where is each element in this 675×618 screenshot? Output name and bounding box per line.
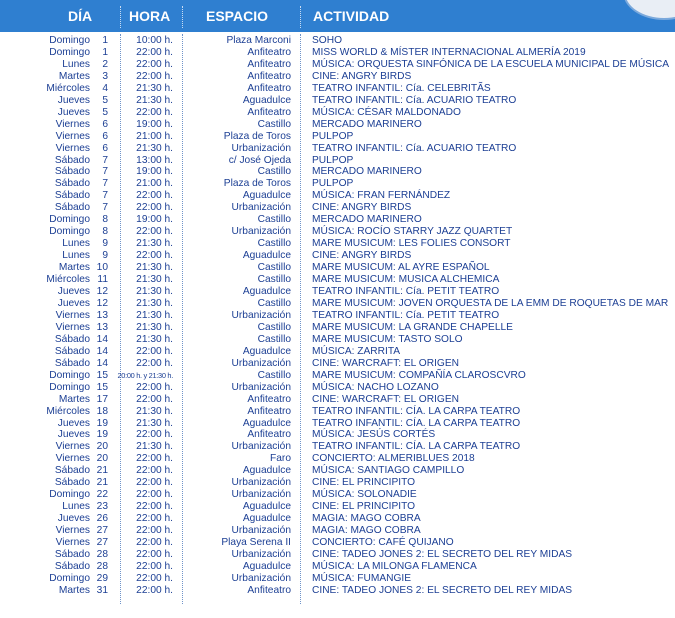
table-row (0, 489, 675, 501)
table-row (0, 155, 675, 167)
day-number: 20 (96, 453, 108, 465)
event-activity: MARE MUSICUM: LA GRANDE CHAPELLE (312, 321, 513, 333)
day-name: Miércoles (46, 82, 90, 94)
event-place: Aguadulce (242, 501, 291, 513)
table-row (0, 310, 675, 322)
table-row (0, 346, 675, 358)
event-time: 21:30 h. (136, 142, 173, 154)
event-time: 22:00 h. (136, 250, 173, 262)
event-time: 21:00 h. (136, 130, 173, 142)
day-number: 13 (96, 309, 108, 321)
event-place: c/ José Ojeda (228, 154, 291, 166)
event-place: Urbanización (231, 357, 291, 369)
day-name: Jueves (57, 106, 90, 118)
day-name: Sábado (54, 202, 90, 214)
table-row (0, 298, 675, 310)
event-activity: CINE: ANGRY BIRDS (312, 70, 412, 82)
table-row (0, 453, 675, 465)
event-time: 21:30 h. (136, 441, 173, 453)
table-row (0, 238, 675, 250)
event-place: Castillo (257, 274, 291, 286)
event-place: Urbanización (231, 489, 291, 501)
event-place: Aguadulce (242, 560, 291, 572)
event-place: Urbanización (231, 142, 291, 154)
table-row (0, 406, 675, 418)
day-number: 20 (96, 441, 108, 453)
event-activity: TEATRO INFANTIL: Cía. PETIT TEATRO (312, 286, 500, 298)
event-place: Urbanización (231, 572, 291, 584)
table-row (0, 190, 675, 202)
event-time: 13:00 h. (136, 154, 173, 166)
event-activity: CINE: ANGRY BIRDS (312, 202, 412, 214)
day-number: 11 (97, 274, 108, 286)
day-number: 6 (102, 118, 108, 130)
event-place: Castillo (257, 297, 291, 309)
day-name: Lunes (62, 501, 90, 513)
day-number: 7 (102, 166, 108, 178)
event-activity: MARE MUSICUM: TASTO SOLO (312, 333, 463, 345)
event-time: 19:00 h. (136, 214, 173, 226)
day-name: Sábado (54, 560, 90, 572)
header-place: ESPACIO (206, 8, 268, 24)
table-row (0, 358, 675, 370)
event-place: Anfiteatro (247, 46, 291, 58)
event-time: 22:00 h. (136, 429, 173, 441)
event-time: 22:00 h. (136, 453, 173, 465)
day-number: 7 (102, 202, 108, 214)
event-activity: PULPOP (312, 178, 354, 190)
day-name: Sábado (54, 477, 90, 489)
table-row (0, 71, 675, 83)
event-place: Anfiteatro (247, 70, 291, 82)
event-place: Aguadulce (242, 250, 291, 262)
event-activity: MÚSICA: SANTIAGO CAMPILLO (312, 465, 465, 477)
event-place: Anfiteatro (247, 106, 291, 118)
day-name: Viernes (55, 321, 90, 333)
event-place: Plaza de Toros (223, 178, 291, 190)
day-name: Jueves (57, 94, 90, 106)
event-place: Castillo (257, 166, 291, 178)
day-name: Domingo (49, 214, 90, 226)
event-activity: MÚSICA: CÉSAR MALDONADO (312, 106, 461, 118)
table-row (0, 501, 675, 513)
event-activity: MARE MUSICUM: AL AYRE ESPAÑOL (312, 262, 490, 274)
table-row (0, 429, 675, 441)
event-activity: MÚSICA: FUMANGIE (312, 572, 412, 584)
table-row (0, 465, 675, 477)
day-number: 18 (96, 405, 108, 417)
event-place: Castillo (257, 369, 291, 381)
event-activity: PULPOP (312, 154, 354, 166)
table-row (0, 262, 675, 274)
event-time: 22:00 h. (136, 393, 173, 405)
day-name: Viernes (55, 537, 90, 549)
table-row (0, 418, 675, 430)
event-time: 21:30 h. (136, 274, 173, 286)
table-row (0, 334, 675, 346)
day-name: Viernes (55, 441, 90, 453)
day-number: 2 (102, 58, 108, 70)
event-activity: TEATRO INFANTIL: CÍA. LA CARPA TEATRO (312, 417, 521, 429)
day-number: 14 (96, 333, 108, 345)
event-place: Aguadulce (242, 345, 291, 357)
event-time: 21:30 h. (136, 286, 173, 298)
event-time: 20:00 h. y 21:30 h. (117, 370, 173, 380)
header-separator (182, 6, 183, 28)
day-number: 29 (96, 572, 108, 584)
event-activity: TEATRO INFANTIL: CÍA. LA CARPA TEATRO (312, 441, 521, 453)
table-row (0, 537, 675, 549)
table-row (0, 585, 675, 597)
event-activity: CINE: EL PRINCIPITO (312, 501, 416, 513)
day-name: Domingo (49, 381, 90, 393)
event-place: Castillo (257, 262, 291, 274)
event-time: 10:00 h. (136, 35, 173, 46)
event-activity: MAGIA: MAGO COBRA (312, 525, 421, 537)
event-time: 22:00 h. (136, 537, 173, 549)
event-time: 22:00 h. (136, 202, 173, 214)
event-activity: MARE MUSICUM: MUSICA ALCHEMICA (312, 274, 500, 286)
table-row (0, 274, 675, 286)
day-number: 7 (102, 190, 108, 202)
event-time: 22:00 h. (136, 70, 173, 82)
table-row (0, 513, 675, 525)
day-number: 26 (96, 513, 108, 525)
event-time: 21:30 h. (136, 82, 173, 94)
day-name: Martes (58, 393, 90, 405)
event-place: Aguadulce (242, 417, 291, 429)
table-row (0, 525, 675, 537)
day-name: Domingo (49, 369, 90, 381)
table-row (0, 95, 675, 107)
event-place: Anfiteatro (247, 58, 291, 70)
event-place: Aguadulce (242, 286, 291, 298)
event-activity: MÚSICA: JESÚS CORTÉS (312, 429, 436, 441)
event-activity: MÚSICA: LA MILONGA FLAMENCA (312, 560, 477, 572)
day-number: 21 (96, 465, 108, 477)
day-number: 17 (96, 393, 108, 405)
day-name: Jueves (57, 286, 90, 298)
day-number: 15 (96, 369, 108, 381)
event-activity: CINE: WARCRAFT: EL ORIGEN (312, 393, 459, 405)
event-place: Urbanización (231, 441, 291, 453)
event-place: Urbanización (231, 381, 291, 393)
table-row (0, 370, 675, 382)
event-place: Castillo (257, 118, 291, 130)
table-row (0, 322, 675, 334)
day-name: Viernes (55, 309, 90, 321)
event-activity: MÚSICA: NACHO LOZANO (312, 381, 439, 393)
day-number: 21 (96, 477, 108, 489)
day-name: Lunes (62, 238, 90, 250)
day-number: 12 (96, 286, 108, 298)
event-time: 22:00 h. (136, 560, 173, 572)
event-time: 19:00 h. (136, 166, 173, 178)
day-number: 27 (96, 537, 108, 549)
table-row (0, 561, 675, 573)
event-activity: TEATRO INFANTIL: Cía. ACUARIO TEATRO (312, 94, 517, 106)
event-place: Castillo (257, 214, 291, 226)
table-row (0, 250, 675, 262)
day-number: 5 (102, 106, 108, 118)
day-number: 1 (102, 35, 108, 46)
day-name: Sábado (54, 465, 90, 477)
event-activity: MERCADO MARINERO (312, 214, 422, 226)
event-activity: MARE MUSICUM: LES FOLIES CONSORT (312, 238, 511, 250)
event-activity: CINE: WARCRAFT: EL ORIGEN (312, 357, 459, 369)
day-number: 15 (96, 381, 108, 393)
day-name: Sábado (54, 357, 90, 369)
event-time: 22:00 h. (136, 477, 173, 489)
day-number: 6 (102, 130, 108, 142)
table-row (0, 286, 675, 298)
event-time: 21:30 h. (136, 94, 173, 106)
day-number: 9 (102, 238, 108, 250)
event-time: 22:00 h. (136, 106, 173, 118)
day-name: Miércoles (46, 274, 90, 286)
day-name: Jueves (57, 417, 90, 429)
day-name: Domingo (49, 489, 90, 501)
event-activity: TEATRO INFANTIL: Cía. ACUARIO TEATRO (312, 142, 517, 154)
table-row (0, 107, 675, 119)
day-name: Sábado (54, 345, 90, 357)
event-place: Urbanización (231, 548, 291, 560)
event-time: 22:00 h. (136, 226, 173, 238)
schedule-table-body (0, 35, 675, 597)
event-activity: MARE MUSICUM: JOVEN ORQUESTA DE LA EMM DE ROQUETAS DE MAR (312, 297, 669, 309)
event-place: Anfiteatro (247, 393, 291, 405)
event-time: 22:00 h. (136, 548, 173, 560)
day-number: 27 (96, 525, 108, 537)
event-activity: MARE MUSICUM: COMPAÑÍA CLAROSCVRO (312, 369, 526, 381)
day-number: 31 (96, 584, 108, 596)
table-row (0, 166, 675, 178)
day-name: Martes (58, 584, 90, 596)
event-time: 22:00 h. (136, 58, 173, 70)
event-time: 21:30 h. (136, 321, 173, 333)
event-place: Aguadulce (242, 465, 291, 477)
day-number: 7 (102, 178, 108, 190)
day-name: Sábado (54, 178, 90, 190)
header-day: DÍA (68, 8, 93, 24)
table-row (0, 214, 675, 226)
day-name: Sábado (54, 548, 90, 560)
event-activity: CINE: TADEO JONES 2: EL SECRETO DEL REY MIDAS (312, 584, 573, 596)
event-activity: CINE: EL PRINCIPITO (312, 477, 416, 489)
event-activity: MÚSICA: ORQUESTA SINFÓNICA DE LA ESCUELA MUNICIPAL DE MÚSICA (312, 58, 670, 70)
header-separator (120, 6, 121, 28)
day-number: 1 (102, 46, 108, 58)
day-number: 5 (102, 94, 108, 106)
event-place: Plaza de Toros (223, 130, 291, 142)
day-number: 8 (102, 226, 108, 238)
event-activity: CONCIERTO: ALMERIBLUES 2018 (312, 453, 475, 465)
event-time: 22:00 h. (136, 572, 173, 584)
event-activity: MERCADO MARINERO (312, 166, 422, 178)
event-place: Plaza Marconi (226, 35, 291, 46)
day-name: Sábado (54, 333, 90, 345)
event-place: Anfiteatro (247, 429, 291, 441)
day-name: Jueves (57, 513, 90, 525)
event-place: Aguadulce (242, 190, 291, 202)
event-place: Urbanización (231, 202, 291, 214)
event-place: Aguadulce (242, 94, 291, 106)
table-row (0, 35, 675, 47)
table-row (0, 59, 675, 71)
table-row (0, 143, 675, 155)
day-number: 10 (96, 262, 108, 274)
event-place: Castillo (257, 321, 291, 333)
table-row (0, 382, 675, 394)
day-number: 28 (96, 548, 108, 560)
event-place: Castillo (257, 333, 291, 345)
event-time: 22:00 h. (136, 46, 173, 58)
table-row (0, 477, 675, 489)
event-activity: MÚSICA: ROCÍO STARRY JAZZ QUARTET (312, 226, 513, 238)
event-time: 22:00 h. (136, 501, 173, 513)
event-time: 22:00 h. (136, 345, 173, 357)
event-time: 21:30 h. (136, 262, 173, 274)
event-time: 21:30 h. (136, 309, 173, 321)
event-time: 21:30 h. (136, 405, 173, 417)
table-row (0, 441, 675, 453)
event-place: Urbanización (231, 525, 291, 537)
day-name: Domingo (49, 226, 90, 238)
event-activity: MISS WORLD & MÍSTER INTERNACIONAL ALMERÍA 2019 (312, 46, 586, 58)
day-number: 22 (96, 489, 108, 501)
event-place: Anfiteatro (247, 82, 291, 94)
event-time: 22:00 h. (136, 513, 173, 525)
table-row (0, 549, 675, 561)
day-number: 14 (96, 345, 108, 357)
event-activity: SOHO (312, 35, 343, 46)
day-name: Domingo (49, 46, 90, 58)
event-time: 21:30 h. (136, 333, 173, 345)
day-name: Domingo (49, 572, 90, 584)
table-header (0, 0, 675, 32)
day-name: Viernes (55, 142, 90, 154)
day-name: Martes (58, 262, 90, 274)
table-row (0, 131, 675, 143)
day-number: 19 (96, 429, 108, 441)
day-name: Martes (58, 70, 90, 82)
event-time: 19:00 h. (136, 118, 173, 130)
event-time: 22:00 h. (136, 357, 173, 369)
day-name: Sábado (54, 154, 90, 166)
event-activity: CINE: ANGRY BIRDS (312, 250, 412, 262)
event-place: Castillo (257, 238, 291, 250)
event-time: 22:00 h. (136, 190, 173, 202)
event-place: Urbanización (231, 477, 291, 489)
table-row (0, 83, 675, 95)
header-separator (300, 6, 301, 28)
event-time: 21:30 h. (136, 417, 173, 429)
event-place: Urbanización (231, 226, 291, 238)
header-time: HORA (129, 8, 171, 24)
event-time: 22:00 h. (136, 489, 173, 501)
event-activity: MÚSICA: ZARRITA (312, 345, 401, 357)
event-activity: TEATRO INFANTIL: Cía. PETIT TEATRO (312, 309, 500, 321)
event-activity: MAGIA: MAGO COBRA (312, 513, 421, 525)
day-number: 28 (96, 560, 108, 572)
event-place: Faro (270, 453, 291, 465)
header-activity: ACTIVIDAD (313, 8, 390, 24)
event-activity: PULPOP (312, 130, 354, 142)
day-number: 13 (96, 321, 108, 333)
table-row (0, 178, 675, 190)
day-name: Viernes (55, 453, 90, 465)
day-name: Lunes (62, 58, 90, 70)
day-number: 7 (102, 154, 108, 166)
day-name: Jueves (57, 297, 90, 309)
day-number: 8 (102, 214, 108, 226)
day-name: Miércoles (46, 405, 90, 417)
event-activity: MÚSICA: FRAN FERNÁNDEZ (312, 190, 451, 202)
event-activity: CONCIERTO: CAFÉ QUIJANO (312, 537, 454, 549)
day-number: 19 (96, 417, 108, 429)
event-time: 22:00 h. (136, 584, 173, 596)
event-place: Aguadulce (242, 513, 291, 525)
event-time: 21:00 h. (136, 178, 173, 190)
table-row (0, 573, 675, 585)
day-name: Viernes (55, 130, 90, 142)
day-number: 6 (102, 142, 108, 154)
event-place: Anfiteatro (247, 584, 291, 596)
event-time: 21:30 h. (136, 297, 173, 309)
day-number: 3 (102, 70, 108, 82)
event-time: 22:00 h. (136, 525, 173, 537)
corner-decoration (623, 0, 675, 20)
event-activity: MÚSICA: SOLONADIE (312, 489, 417, 501)
table-row (0, 119, 675, 131)
event-activity: CINE: TADEO JONES 2: EL SECRETO DEL REY MIDAS (312, 548, 573, 560)
day-name: Domingo (49, 35, 90, 46)
day-number: 14 (96, 357, 108, 369)
day-name: Viernes (55, 525, 90, 537)
table-row (0, 47, 675, 59)
day-name: Sábado (54, 190, 90, 202)
event-time: 21:30 h. (136, 238, 173, 250)
event-place: Anfiteatro (247, 405, 291, 417)
event-activity: TEATRO INFANTIL: CÍA. LA CARPA TEATRO (312, 405, 521, 417)
day-name: Sábado (54, 166, 90, 178)
day-name: Lunes (62, 250, 90, 262)
day-number: 4 (102, 82, 108, 94)
event-time: 22:00 h. (136, 465, 173, 477)
event-time: 22:00 h. (136, 381, 173, 393)
table-row (0, 226, 675, 238)
table-row (0, 394, 675, 406)
day-number: 9 (102, 250, 108, 262)
day-name: Viernes (55, 118, 90, 130)
table-row (0, 202, 675, 214)
day-number: 23 (96, 501, 108, 513)
day-number: 12 (96, 297, 108, 309)
day-name: Jueves (57, 429, 90, 441)
event-activity: TEATRO INFANTIL: Cía. CELEBRITÃS (312, 82, 491, 94)
event-place: Urbanización (231, 309, 291, 321)
event-activity: MERCADO MARINERO (312, 118, 422, 130)
event-place: Playa Serena II (221, 537, 291, 549)
